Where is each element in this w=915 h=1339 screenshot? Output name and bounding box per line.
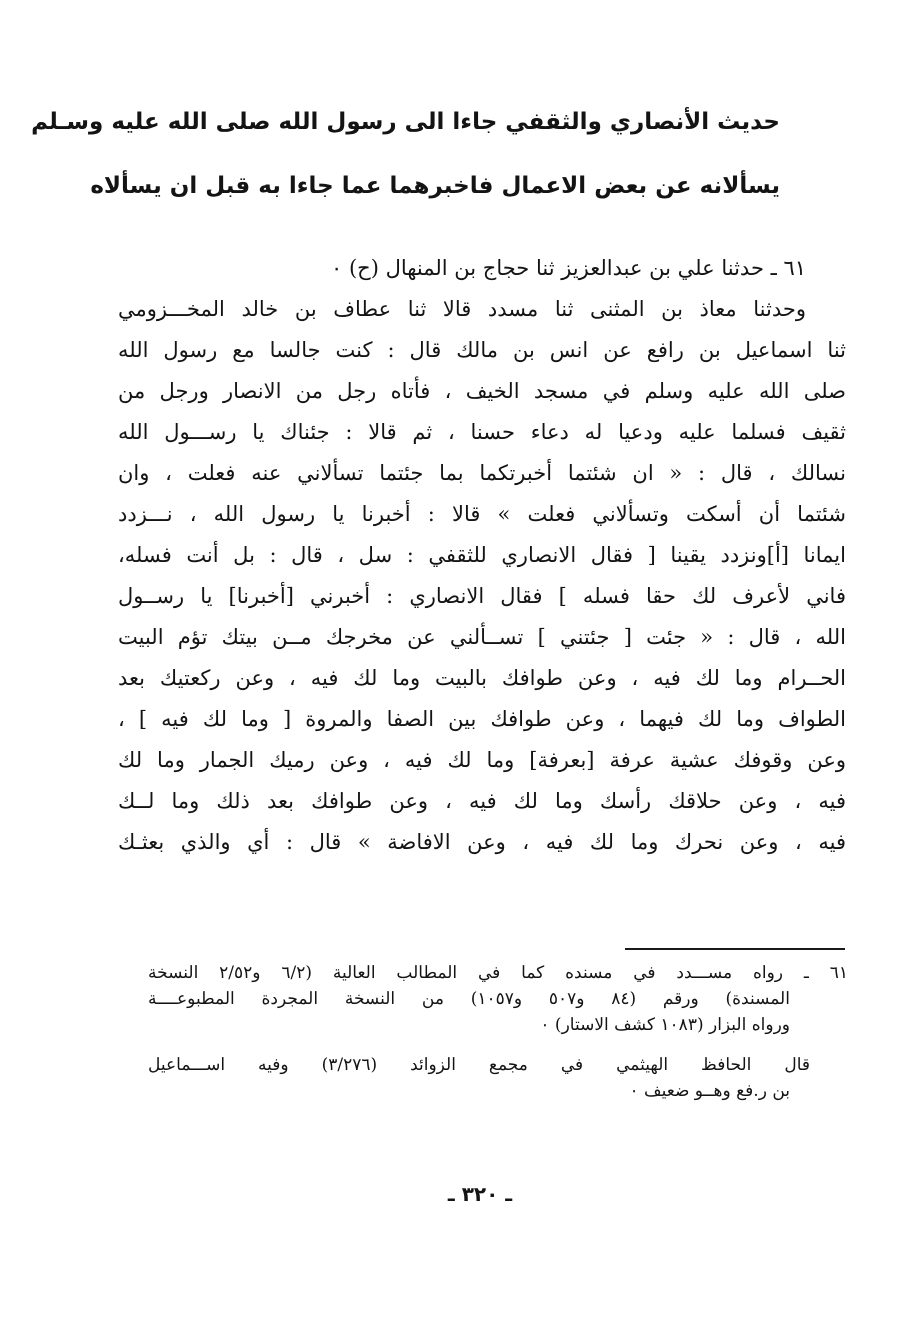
body-line-7: شئتما أن أسكت وتسألاني فعلت » قالا : أخبرنا يا رسول الله ، نـــزدد xyxy=(118,502,846,526)
footnote-divider xyxy=(625,948,845,950)
footnotes xyxy=(148,960,848,1104)
footnote-line-5: بن ر.فع وهــو ضعيف ٠ xyxy=(629,1081,790,1101)
page-number: ـ ٣٢٠ ـ xyxy=(447,1182,513,1206)
body-line-6: نسالك ، قال : « ان شئتما أخبرتكما بما جئتما تسألاني عنه فعلت ، وان xyxy=(118,461,846,485)
body-line-13: وعن وقوفك عشية عرفة [بعرفة] وما لك فيه ، وعن رميك الجمار وما لك xyxy=(118,748,846,772)
body-line-3: ثنا اسماعيل بن رافع عن انس بن مالك قال : كنت جالسا مع رسول الله xyxy=(118,338,846,362)
body-line-8: ايمانا [أ]ونزدد يقينا [ فقال الانصاري للثقفي : سل ، قال : بل أنت فسله، xyxy=(118,543,846,567)
body-line-15: فيه ، وعن نحرك وما لك فيه ، وعن الافاضة » قال : أي والذي بعثـك xyxy=(118,830,846,854)
body-line-10: الله ، قال : « جئت [ جئتني ] تســألني عن مخرجك مــن بيتك تؤم البيت xyxy=(118,625,846,649)
body-line-9: فاني لأعرف لك حقا فسله ] فقال الانصاري : أخبرني [أخبرنا] يا رســول xyxy=(118,584,846,608)
body-line-5: ثقيف فسلما عليه ودعيا له دعاء حسنا ، ثم قالا : جئناك يا رســـول الله xyxy=(118,420,846,444)
section-heading-line-2: يسألانه عن بعض الاعمال فاخبرهما عما جاءا به قبل ان يسألاه xyxy=(90,173,780,199)
section-heading-line-1: حديث الأنصاري والثقفي جاءا الى رسول الله صلى الله عليه وسـلم xyxy=(31,109,780,135)
hadith-body xyxy=(118,248,846,863)
body-line-1: ٦١ ـ حدثنا علي بن عبدالعزيز ثنا حجاج بن المنهال (ح) ٠ xyxy=(331,256,806,280)
body-line-12: الطواف وما لك فيهما ، وعن طوافك بين الصفا والمروة [ وما لك فيه ] ، xyxy=(118,707,846,731)
footnote-line-1: ٦١ ـ رواه مســـدد في مسنده كما في المطالب العالية (٦/٢ و٢/٥٢ النسخة xyxy=(148,963,848,983)
body-line-2: وحدثنا معاذ بن المثنى ثنا مسدد قالا ثنا عطاف بن خالد المخـــزومي xyxy=(118,297,806,321)
footnote-line-4: قال الحافظ الهيثمي في مجمع الزوائد (٣/٢٧٦) وفيه اســـماعيل xyxy=(148,1055,810,1075)
footnote-line-2: المسندة) ورقم (٨٤ و٥٠٧ و١٠٥٧) من النسخة المجردة المطبوعــــة xyxy=(148,989,790,1009)
body-line-14: فيه ، وعن حلاقك رأسك وما لك فيه ، وعن طوافك بعد ذلك وما لــك xyxy=(118,789,846,813)
footnote-line-3: ورواه البزار (١٠٨٣ كشف الاستار) ٠ xyxy=(540,1015,790,1035)
body-line-11: الحــرام وما لك فيه ، وعن طوافك بالبيت وما لك فيه ، وعن ركعتيك بعد xyxy=(118,666,846,690)
body-line-4: صلى الله عليه وسلم في مسجد الخيف ، فأتاه رجل من الانصار ورجل من xyxy=(118,379,846,403)
